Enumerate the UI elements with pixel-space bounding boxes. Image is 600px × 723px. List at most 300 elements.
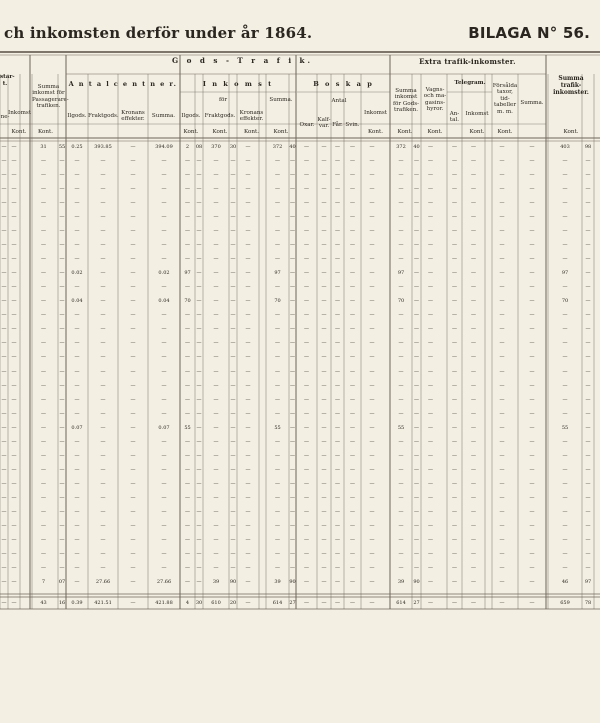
cell-kalf: — [321,256,327,263]
cell-extra: — [529,270,535,277]
cell-svin: — [350,270,355,277]
cell-in-ilgods: 4 [185,600,190,606]
cell-in-frakt: — [213,228,219,235]
cell-in-frakt: — [213,494,219,501]
col-oxar: Oxar. [299,122,315,128]
cell-extra: — [529,214,535,221]
cell-kron: — [130,382,136,389]
cell-total: — [562,494,568,501]
cell-total-o: — [585,466,591,473]
cell-tel-ink: — [471,228,476,235]
cell-summa-gods-o: — [414,228,419,235]
cell-vagns: — [428,536,433,543]
cell-in-kron: — [245,410,251,417]
col-telegram-inkomst: Inkomst [465,111,489,117]
cell-svin: — [350,550,355,557]
cell-fors: — [499,354,505,361]
cell-kalf: — [321,368,327,375]
cell-left2: — [11,200,17,207]
cell-far: — [335,354,340,361]
cell-oxar: — [304,564,309,571]
cell-svin: — [350,354,355,361]
kont-in-kronans: Kont. [243,129,260,135]
cell-summa-gods-o: — [414,242,419,249]
cell-extra: — [529,382,535,389]
cell-in-frakt-o: — [230,410,236,417]
cell-fors: — [499,410,505,417]
cell-in-ilgods: 97 [184,270,191,277]
cell-frakt: — [100,550,106,557]
cell-in-ilgods-o: — [196,508,202,515]
cell-in-summa-o: — [290,522,295,529]
cell-in-summa-o: — [290,466,295,473]
cell-in-frakt: — [213,438,219,445]
cell-in-summa: — [275,326,280,333]
cell-pass: — [41,382,46,389]
cell-fors: — [499,298,505,305]
cell-frakt: — [100,508,106,515]
cell-in-frakt-o: — [230,172,236,179]
cell-summa-gods: 55 [397,424,405,431]
cell-frakt: — [100,326,106,333]
cell-bos-ink: — [369,270,375,277]
cell-extra: — [529,550,535,557]
cell-extra: — [529,144,535,150]
cell-in-ilgods-o: — [196,172,202,179]
cell-pass-o: — [59,508,65,515]
cell-tel-antal: — [452,452,457,459]
cell-in-frakt: — [213,536,219,543]
cell-vagns: — [428,452,433,459]
cell-kalf: — [321,536,327,543]
cell-in-summa-o: 40 [289,144,296,150]
cell-summa: 0.07 [158,424,170,431]
cell-total: — [562,536,568,543]
cell-kron: — [130,600,136,606]
cell-summa-gods: — [398,158,404,165]
cell-in-kron: — [245,368,251,375]
cell-summa: 27.66 [156,578,172,585]
cell-in-frakt-o: — [230,200,236,207]
cell-left2: — [11,480,17,487]
cell-bos-ink: — [369,452,375,459]
cell-in-ilgods-o: — [196,452,202,459]
cell-in-ilgods: — [185,578,190,585]
cell-pass: — [41,494,46,501]
cell-left2: — [11,452,17,459]
cell-fors: — [499,312,505,319]
cell-in-kron: — [245,312,251,319]
cell-left1: — [1,256,7,263]
cell-in-kron: — [245,284,251,291]
cell-tel-ink: — [471,200,476,207]
cell-ilgods: — [74,522,80,529]
cell-bos-ink: — [369,340,375,347]
cell-fors: — [499,340,505,347]
cell-in-ilgods: 70 [184,298,191,305]
cell-kalf: — [321,228,327,235]
cell-in-summa-o: — [290,382,295,389]
cell-oxar: — [304,522,309,529]
cell-pass-o: — [59,382,65,389]
cell-summa: — [161,158,167,165]
cell-kalf: — [321,452,327,459]
cell-total-o: — [585,494,591,501]
cell-total-o: — [585,508,591,515]
cell-ilgods: 0.25 [71,144,83,150]
cell-tel-antal: — [452,424,457,431]
cell-in-frakt-o: — [230,214,236,221]
cell-bos-ink: — [369,438,375,445]
cell-total-o: — [585,410,591,417]
cell-summa-gods: — [398,494,404,501]
cell-in-summa-o: — [290,564,295,571]
cell-vagns: — [428,298,433,305]
cell-total: — [562,396,568,403]
cell-in-kron: — [245,200,251,207]
cell-in-summa: — [275,214,280,221]
cell-in-summa-o: — [290,256,295,263]
cell-vagns: — [428,480,433,487]
cell-tel-antal: — [452,340,457,347]
cell-in-frakt-o: — [230,508,236,515]
cell-fors: — [499,396,505,403]
cell-in-kron: — [245,396,251,403]
cell-in-kron: — [245,494,251,501]
cell-total-o: — [585,228,591,235]
cell-tel-antal: — [452,284,457,291]
cell-pass-o: — [59,354,65,361]
cell-far: — [335,312,340,319]
cell-total: — [562,186,568,193]
cell-summa-gods-o: 90 [413,578,420,585]
cell-frakt: — [100,424,106,431]
cell-far: — [335,564,340,571]
cell-in-ilgods-o: — [196,340,202,347]
col-in-kronans: Kronans effekter. [239,110,264,123]
cell-pass: — [41,522,46,529]
cell-in-summa-o: — [290,424,295,431]
cell-in-summa: — [275,312,280,319]
cell-total-o: — [585,396,591,403]
cell-in-ilgods: — [185,158,190,165]
cell-in-summa-o: — [290,550,295,557]
cell-fors: — [499,284,505,291]
cell-pass-o: — [59,438,65,445]
cell-summa-gods-o: — [414,368,419,375]
cell-frakt: — [100,228,106,235]
cell-oxar: — [304,536,309,543]
cell-in-frakt: — [213,172,219,179]
cell-in-ilgods: — [185,186,190,193]
cell-tel-antal: — [452,228,457,235]
cell-left2: — [11,158,17,165]
cell-left2: — [11,438,17,445]
cell-total-o: — [585,382,591,389]
cell-tel-ink: — [471,522,476,529]
cell-in-ilgods: — [185,452,190,459]
cell-in-frakt: — [213,214,219,221]
cell-total-o: — [585,312,591,319]
cell-fors: — [499,424,505,431]
cell-in-summa: — [275,466,280,473]
cell-in-summa: 372 [272,144,283,150]
cell-kron: — [130,284,136,291]
cell-fors: — [499,172,505,179]
cell-total: — [562,368,568,375]
cell-summa-gods: — [398,312,404,319]
cell-in-ilgods-o: — [196,382,202,389]
cell-kalf: — [321,382,327,389]
cell-fors: — [499,186,505,193]
cell-kalf: — [321,466,327,473]
cell-tel-ink: — [471,340,476,347]
cell-oxar: — [304,312,309,319]
cell-kalf: — [321,550,327,557]
cell-frakt: — [100,270,106,277]
cell-frakt: — [100,340,106,347]
cell-kron: — [130,522,136,529]
cell-summa-gods-o: — [414,494,419,501]
cell-kalf: — [321,424,327,431]
cell-total: — [562,438,568,445]
cell-total-o: — [585,536,591,543]
cell-oxar: — [304,600,309,606]
cell-left1: — [1,508,7,515]
cell-summa-gods-o: — [414,438,419,445]
cell-in-frakt-o: 90 [229,578,237,585]
cell-oxar: — [304,368,309,375]
cell-total: — [562,228,568,235]
cell-left2: — [11,228,17,235]
cell-vagns: — [428,396,433,403]
cell-left2: — [11,494,17,501]
col-kalfvar: Kalf-var. [317,117,331,130]
cell-far: — [335,410,340,417]
cell-vagns: — [428,410,433,417]
cell-in-ilgods: — [185,200,190,207]
cell-in-kron: — [245,452,251,459]
cell-pass-o: — [59,214,65,221]
cell-left2: — [11,578,17,585]
cell-ilgods: — [74,256,80,263]
cell-frakt: 393.85 [94,144,112,150]
cell-frakt: — [100,172,106,179]
cell-in-ilgods-o: — [196,298,202,305]
cell-pass-o: 16 [58,600,66,606]
cell-in-ilgods-o: — [196,550,202,557]
cell-oxar: — [304,396,309,403]
cell-summa-gods: 70 [397,298,405,305]
col-in-fraktgods: Fraktgods. [204,113,236,119]
cell-kalf: — [321,326,327,333]
cell-bos-ink: — [369,382,375,389]
cell-left1: — [1,536,7,543]
cell-summa-gods-o: — [414,354,419,361]
cell-summa-gods-o: — [414,172,419,179]
cell-pass: — [41,354,46,361]
cell-pass: — [41,340,46,347]
cell-summa-gods: — [398,326,404,333]
cell-kron: — [130,438,136,445]
cell-kalf: — [321,600,327,606]
cell-total-o: 97 [584,578,592,585]
cell-summa-gods-o: — [414,284,419,291]
cell-in-frakt: — [213,298,219,305]
cell-fors: — [499,270,505,277]
cell-tel-antal: — [452,312,457,319]
cell-in-frakt-o: — [230,256,236,263]
cell-in-frakt: — [213,410,219,417]
cell-summa: 421.88 [155,600,173,606]
cell-in-ilgods: — [185,564,190,571]
cell-oxar: — [304,438,309,445]
cell-in-ilgods: 55 [184,424,191,431]
cell-fors: — [499,480,505,487]
cell-in-ilgods: — [185,242,190,249]
cell-pass: — [41,298,46,305]
cell-in-ilgods-o: — [196,270,202,277]
cell-tel-ink: — [471,382,476,389]
cell-tel-antal: — [452,396,457,403]
cell-far: — [335,382,340,389]
cell-vagns: — [428,508,433,515]
cell-summa-gods-o: — [414,564,419,571]
cell-summa: 0.02 [158,270,170,277]
cell-in-summa: — [275,550,280,557]
cell-summa-gods: — [398,186,404,193]
cell-bos-ink: — [369,214,375,221]
cell-in-ilgods-o: — [196,158,202,165]
cell-in-frakt: — [213,508,219,515]
cell-in-frakt: — [213,452,219,459]
cell-bos-ink: — [369,186,375,193]
cell-total: — [562,564,568,571]
cell-left1: — [1,354,7,361]
cell-summa-gods: — [398,214,404,221]
cell-in-summa: — [275,508,280,515]
cell-in-summa-o: — [290,452,295,459]
cell-vagns: — [428,312,433,319]
cell-kalf: — [321,284,327,291]
cell-total-o: — [585,438,591,445]
cell-summa-gods: — [398,228,404,235]
cell-summa: — [161,242,167,249]
col-in-summa: Summa. [269,97,293,103]
cell-vagns: — [428,270,433,277]
cell-kron: — [130,536,136,543]
cell-in-frakt-o: — [230,522,236,529]
cell-pass-o: 07 [58,578,66,585]
cell-left1: — [1,368,7,375]
cell-pass: 31 [40,144,47,150]
cell-left1: — [1,578,7,585]
cell-tel-antal: — [452,522,457,529]
cell-tel-antal: — [452,564,457,571]
cell-left2: — [11,508,17,515]
col-vagns: Vagns- och ma-gasins-hyror. [423,87,447,113]
cell-far: — [335,466,340,473]
cell-tel-antal: — [452,466,457,473]
cell-total: — [562,340,568,347]
cell-summa: — [161,522,167,529]
cell-bos-ink: — [369,200,375,207]
page-title: ch inkomsten derför under år 1864. [4,24,313,42]
cell-pass-o: — [59,494,65,501]
cell-pass-o: — [59,326,65,333]
cell-bos-ink: — [369,480,375,487]
cell-in-ilgods: — [185,438,190,445]
cell-in-frakt-o: — [230,284,236,291]
cell-svin: — [350,536,355,543]
cell-svin: — [350,228,355,235]
cell-kalf: — [321,172,327,179]
cell-in-summa: 614 [272,600,283,606]
cell-summa-gods-o: 27 [413,600,420,606]
cell-tel-ink: — [471,144,476,150]
col-boskap-inkomst: Inkomst [364,110,387,116]
cell-in-kron: — [245,536,251,543]
col-for: för [218,97,228,103]
col-antal-boskap: Antal [331,98,347,104]
cell-tel-ink: — [471,312,476,319]
cell-kron: — [130,270,136,277]
cell-vagns: — [428,214,433,221]
cell-extra: — [529,508,535,515]
cell-left1: — [1,438,7,445]
cell-in-frakt: — [213,242,219,249]
cell-summa-gods-o: — [414,186,419,193]
cell-summa-gods: — [398,508,404,515]
cell-summa-gods: — [398,396,404,403]
cell-svin: — [350,424,355,431]
cell-in-frakt-o: — [230,494,236,501]
cell-in-frakt-o: — [230,298,236,305]
cell-pass-o: — [59,536,65,543]
cell-kron: — [130,396,136,403]
cell-summa-gods: — [398,536,404,543]
cell-fors: — [499,382,505,389]
cell-tel-ink: — [471,326,476,333]
cell-left2: — [11,172,17,179]
cell-pass-o: — [59,228,65,235]
cell-summa-gods-o: — [414,326,419,333]
cell-fors: — [499,522,505,529]
cell-kalf: — [321,144,327,150]
cell-svin: — [350,326,355,333]
cell-in-summa-o: — [290,480,295,487]
cell-total-o: — [585,452,591,459]
cell-in-summa: — [275,340,280,347]
cell-far: — [335,600,340,606]
cell-extra: — [529,396,535,403]
cell-frakt: — [100,522,106,529]
cell-total-o: — [585,270,591,277]
cell-pass: — [41,438,46,445]
cell-frakt: 27.66 [95,578,111,585]
summa-trafik-header: Summa trafik-inkomster. [553,75,589,96]
cell-frakt: — [100,410,106,417]
cell-far: — [335,508,340,515]
cell-vagns: — [428,326,433,333]
gods-trafik-header: G o d s - T r a f i k. [171,56,314,65]
cell-in-ilgods: — [185,340,190,347]
kont-telegram: Kont. [469,129,485,135]
cell-tel-antal: — [452,242,457,249]
cell-vagns: — [428,564,433,571]
cell-ilgods: — [74,564,80,571]
cell-kron: — [130,186,136,193]
